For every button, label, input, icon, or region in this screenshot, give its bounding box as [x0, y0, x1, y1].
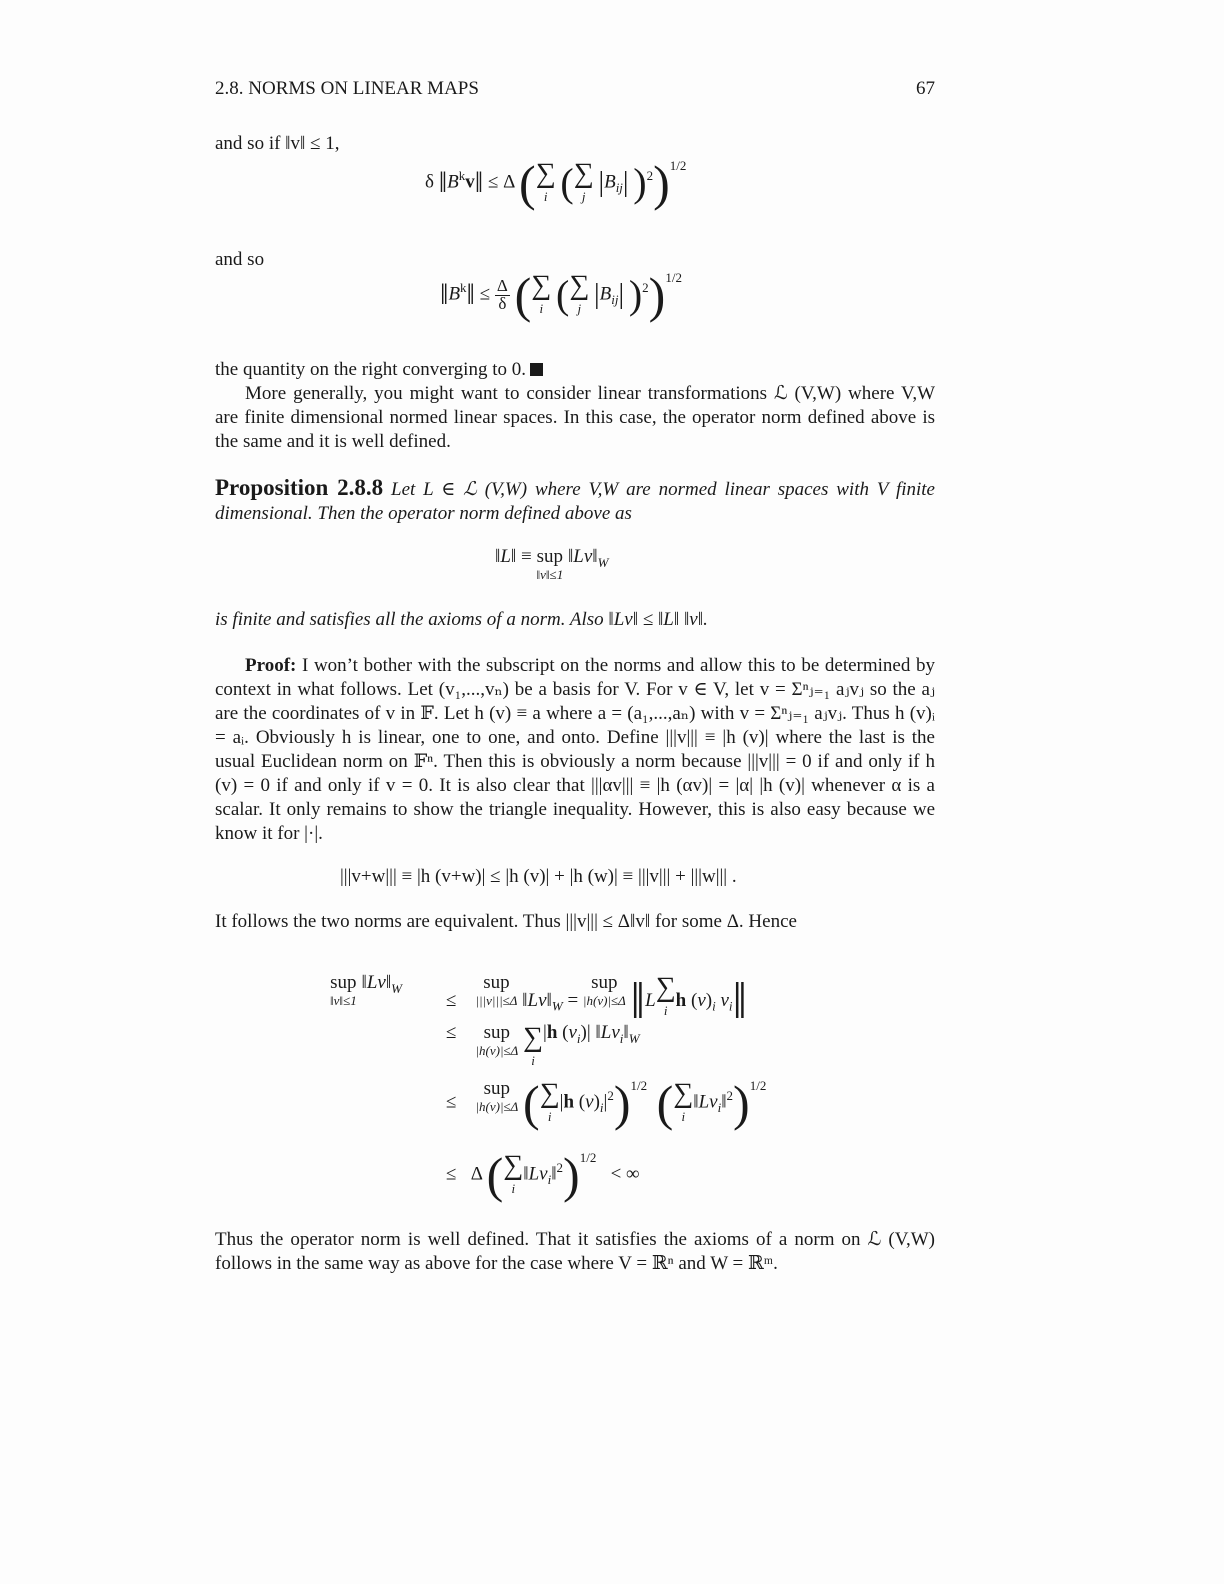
- generally-paragraph: More generally, you might want to consider linear transformations ℒ (V,W) where V,W are finite dimensional normed linear spaces. In this case, the operator norm defined above is the same and it is well defined.: [215, 383, 935, 452]
- proof-paragraph: [215, 654, 935, 846]
- chain-row-4: ≤ Δ (∑ i $‖Lv_i‖^2)^{1/2}$ < ∞: [446, 1147, 640, 1203]
- proposition-conclusion: is finite and satisfies all the axioms of a norm. Also ‖Lv‖ ≤ ‖L‖ ‖v‖.: [215, 609, 708, 630]
- and-so-line: and so: [215, 249, 265, 270]
- intro-line: and so if ‖v‖ ≤ 1,: [215, 133, 340, 154]
- chain-row-3: ≤ sup |h(v)|≤Δ (∑ i |h $(v)_i|^2)^{1/2}$ (∑ i $‖Lv_i‖^2)^{1/2}$: [446, 1075, 767, 1131]
- section-title: 2.8. NORMS ON LINEAR MAPS: [215, 78, 479, 99]
- equation-operator-norm: ‖L‖ ≡ sup ‖v‖≤1 $‖Lv‖_W$: [495, 546, 609, 582]
- proposition-statement: Let L ∈ ℒ (V,W) where V,W are normed linear spaces with V finite dimensional. Then the operator norm defined above as: [215, 479, 935, 524]
- chain-row-2: ≤ sup |h(v)|≤Δ ∑ i |h $(v_i)|$ $‖Lv_i‖_W$: [446, 1022, 640, 1068]
- closing-paragraph: Thus the operator norm is well defined. That it satisfies the axioms of a norm on ℒ (V,W) follows in the same way as above for the case where V = ℝⁿ and W = ℝᵐ.: [215, 1229, 935, 1274]
- equation-bound-bk: $‖B^k‖ \le \frac{\Delta}{\delta}$ (∑ i (∑ j $|B_{ij}|$ )$^2$)$^{1/2}$: [440, 267, 682, 323]
- proposition: [215, 476, 935, 526]
- qed-square-icon: [530, 363, 543, 376]
- proposition-label: Proposition 2.8.8: [215, 475, 384, 500]
- proof-body: I won’t bother with the subscript on the norms and allow this to be determined by context in what follows. Let (v₁,...,vₙ) be a basis for V. For v ∈ V, let v = Σⁿⱼ₌₁ aⱼvⱼ so the aⱼ are the coordinates of v in 𝔽. Let h (v) ≡ a where a = (a₁,...,aₙ) with v = Σⁿⱼ₌₁ aⱼvⱼ. Thus h (v)ᵢ = aᵢ. Obviously h is linear, one to one, and onto. Define |||v||| ≡ |h (v)| where the last is the usual Euclidean norm on 𝔽ⁿ. Then this is obviously a norm because |||v||| = 0 if and only if h (v) = 0 if and only if v = 0. It is also clear that |||αv||| ≡ |h (αv)| = |α| |h (v)| whenever α is a scalar. It only remains to show the triangle inequality. However, this is also easy because we know it for |·|.: [215, 655, 935, 844]
- equivalent-line: It follows the two norms are equivalent. Thus |||v||| ≤ Δ‖v‖ for some Δ. Hence: [215, 911, 797, 932]
- page-number: 67: [916, 78, 935, 99]
- chain-lhs: sup ‖v‖≤1 $‖Lv‖_W$: [330, 972, 402, 1008]
- running-header: [215, 78, 935, 100]
- chain-row-1: ≤ sup |||v|||≤Δ $‖Lv‖_W$ = sup |h(v)|≤Δ ‖L∑ i h $(v)_i$ $v_i‖$: [446, 972, 748, 1030]
- equation-triangle: |||v+w||| ≡ |h (v+w)| ≤ |h (v)| + |h (w)| ≡ |||v||| + |||w||| .: [340, 866, 737, 887]
- converging-line: the quantity on the right converging to 0.: [215, 358, 935, 382]
- equation-bound-bkv: δ $‖B^kv‖ \le \Delta$ (∑ i (∑ j $|B_{ij}|$ )$^2$)$^{1/2}$: [425, 155, 687, 211]
- proof-label: Proof:: [245, 655, 297, 676]
